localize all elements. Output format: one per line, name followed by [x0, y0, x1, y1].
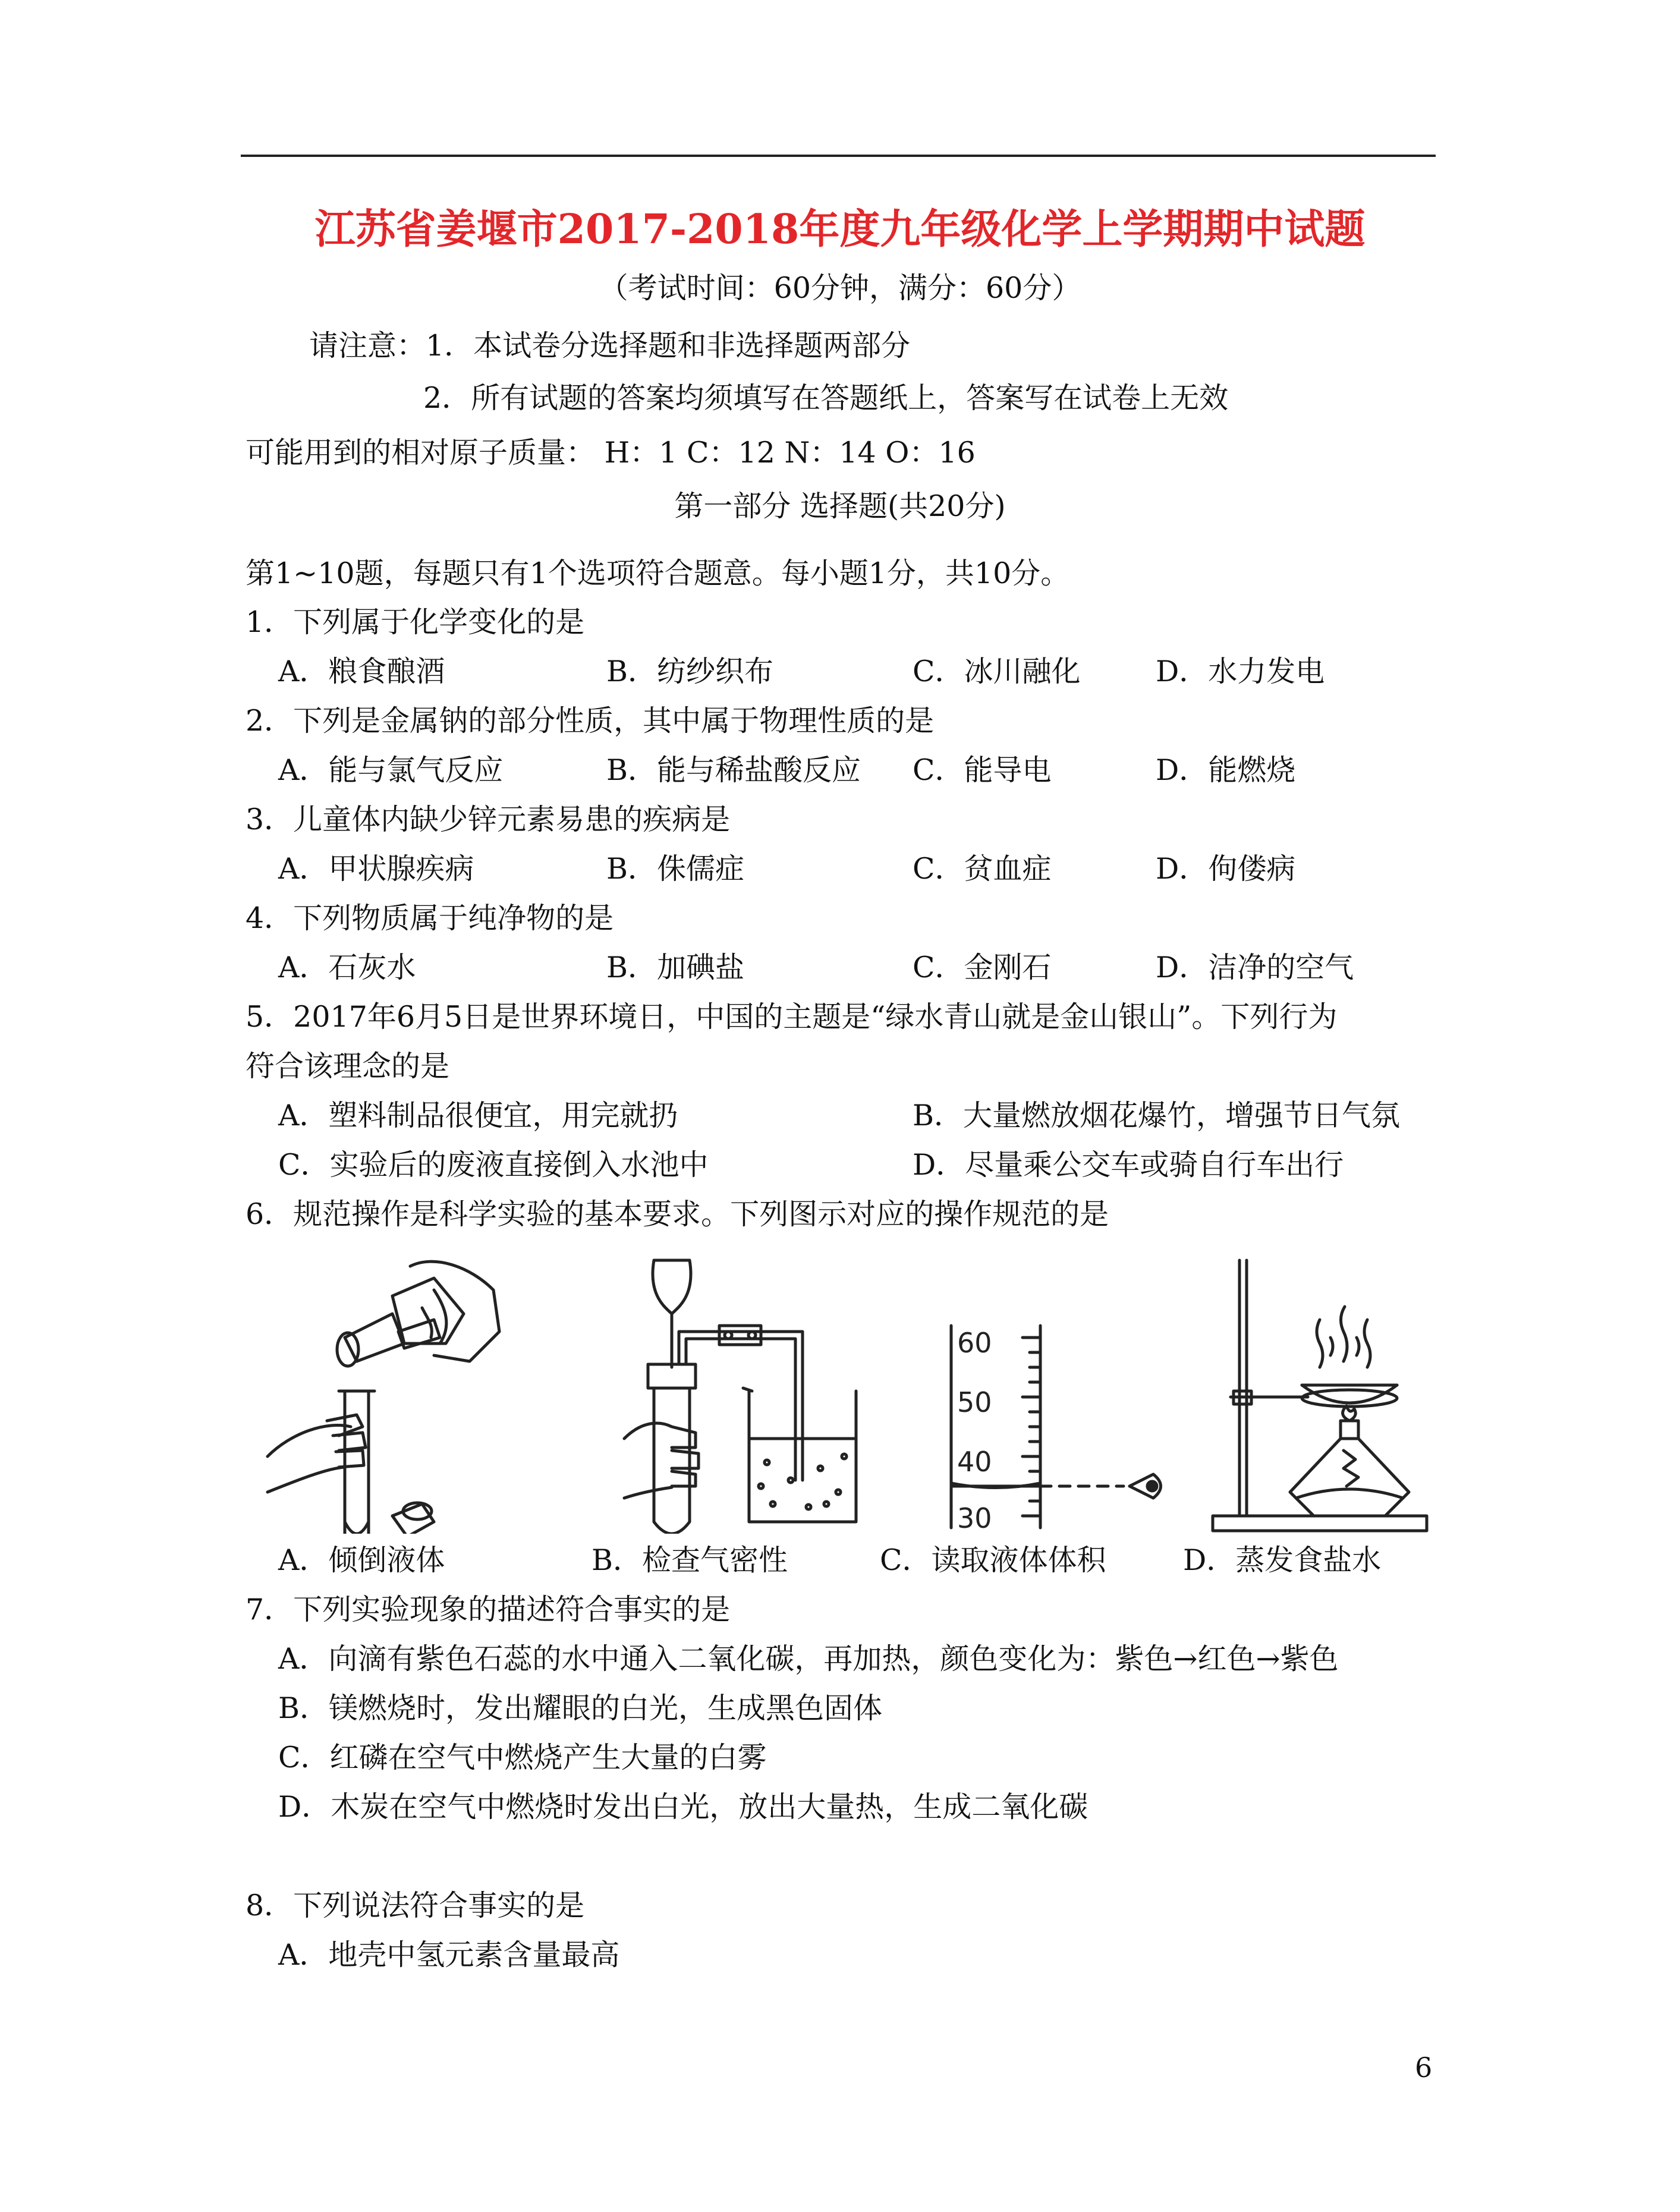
figure-pouring-liquid — [256, 1242, 517, 1534]
question-7-option-a: A．向滴有紫色石蕊的水中通入二氧化碳，再加热，颜色变化为：紫色→红色→紫色 — [278, 1642, 1339, 1676]
exam-info: （考试时间：60分钟，满分：60分） — [599, 271, 1081, 305]
section-title: 第一部分 选择题(共20分) — [674, 489, 1006, 523]
question-3-option-c: C．贫血症 — [913, 852, 1052, 886]
header-rule — [241, 155, 1436, 157]
question-8-stem: 8．下列说法符合事实的是 — [246, 1889, 585, 1922]
question-6-option-d: D．蒸发食盐水 — [1183, 1543, 1382, 1577]
question-2-option-a: A．能与氯气反应 — [278, 753, 504, 787]
question-7-stem: 7．下列实验现象的描述符合事实的是 — [246, 1593, 731, 1626]
figure-airtightness-check — [612, 1242, 874, 1534]
question-7-option-d: D．木炭在空气中燃烧时发出白光，放出大量热，生成二氧化碳 — [278, 1790, 1088, 1824]
section-instruction: 第1~10题，每题只有1个选项符合题意。每小题1分，共10分。 — [246, 556, 1070, 590]
question-1-option-a: A．粮食酿酒 — [278, 655, 445, 688]
question-7-option-c: C．红磷在空气中燃烧产生大量的白雾 — [278, 1741, 767, 1774]
question-4-option-b: B．加碘盐 — [606, 951, 745, 984]
atomic-mass-line: 可能用到的相对原子质量： H：1 C：12 N：14 O：16 — [246, 436, 976, 470]
question-3-stem: 3．儿童体内缺少锌元素易患的疾病是 — [246, 803, 731, 836]
question-5-option-d: D．尽量乘公交车或骑自行车出行 — [913, 1148, 1344, 1182]
question-3-option-a: A．甲状腺疾病 — [278, 852, 474, 886]
question-2-option-b: B．能与稀盐酸反应 — [606, 753, 861, 787]
cylinder-tick-30: 30 — [957, 1502, 992, 1534]
notice-2: 2．所有试题的答案均须填写在答题纸上，答案写在试卷上无效 — [423, 381, 1229, 415]
question-5-stem-line-1: 5．2017年6月5日是世界环境日，中国的主题是“绿水青山就是金山银山”。下列行为 — [246, 1000, 1338, 1034]
cylinder-tick-40: 40 — [957, 1446, 992, 1478]
question-1-option-d: D．水力发电 — [1156, 655, 1325, 688]
question-1-option-b: B．纺纱织布 — [606, 655, 774, 688]
question-5-option-b: B．大量燃放烟花爆竹，增强节日气氛 — [913, 1099, 1401, 1132]
question-4-option-d: D．洁净的空气 — [1156, 951, 1354, 984]
figure-evaporating-salt-water — [1195, 1242, 1456, 1534]
question-4-option-c: C．金刚石 — [913, 951, 1052, 984]
question-3-option-b: B．侏儒症 — [606, 852, 745, 886]
question-3-option-d: D．佝偻病 — [1156, 852, 1296, 886]
figure-reading-volume — [933, 1242, 1195, 1534]
exam-title: 江苏省姜堰市2017-2018年度九年级化学上学期期中试题 — [314, 206, 1366, 253]
question-4-option-a: A．石灰水 — [278, 951, 416, 984]
question-6-option-c: C．读取液体体积 — [880, 1543, 1106, 1577]
question-2-option-c: C．能导电 — [913, 753, 1052, 787]
question-2-stem: 2．下列是金属钠的部分性质，其中属于物理性质的是 — [246, 704, 935, 738]
question-6-stem: 6．规范操作是科学实验的基本要求。下列图示对应的操作规范的是 — [246, 1197, 1109, 1231]
question-1-option-c: C．冰川融化 — [913, 655, 1081, 688]
question-2-option-d: D．能燃烧 — [1156, 753, 1296, 787]
question-5-option-c: C．实验后的废液直接倒入水池中 — [278, 1148, 709, 1182]
question-8-option-a: A．地壳中氢元素含量最高 — [278, 1938, 620, 1972]
question-4-stem: 4．下列物质属于纯净物的是 — [246, 901, 614, 935]
question-5-option-a: A．塑料制品很便宜，用完就扔 — [278, 1099, 678, 1132]
notice-1: 请注意：1．本试卷分选择题和非选择题两部分 — [309, 329, 911, 363]
cylinder-tick-60: 60 — [957, 1327, 992, 1359]
question-1-stem: 1．下列属于化学变化的是 — [246, 605, 585, 639]
question-6-option-a: A．倾倒液体 — [278, 1543, 445, 1577]
question-6-option-b: B．检查气密性 — [592, 1543, 788, 1577]
question-5-stem-line-2: 符合该理念的是 — [246, 1049, 450, 1083]
page-number: 6 — [1415, 2051, 1433, 2084]
question-7-option-b: B．镁燃烧时，发出耀眼的白光，生成黑色固体 — [278, 1691, 883, 1725]
cylinder-tick-50: 50 — [957, 1386, 992, 1418]
